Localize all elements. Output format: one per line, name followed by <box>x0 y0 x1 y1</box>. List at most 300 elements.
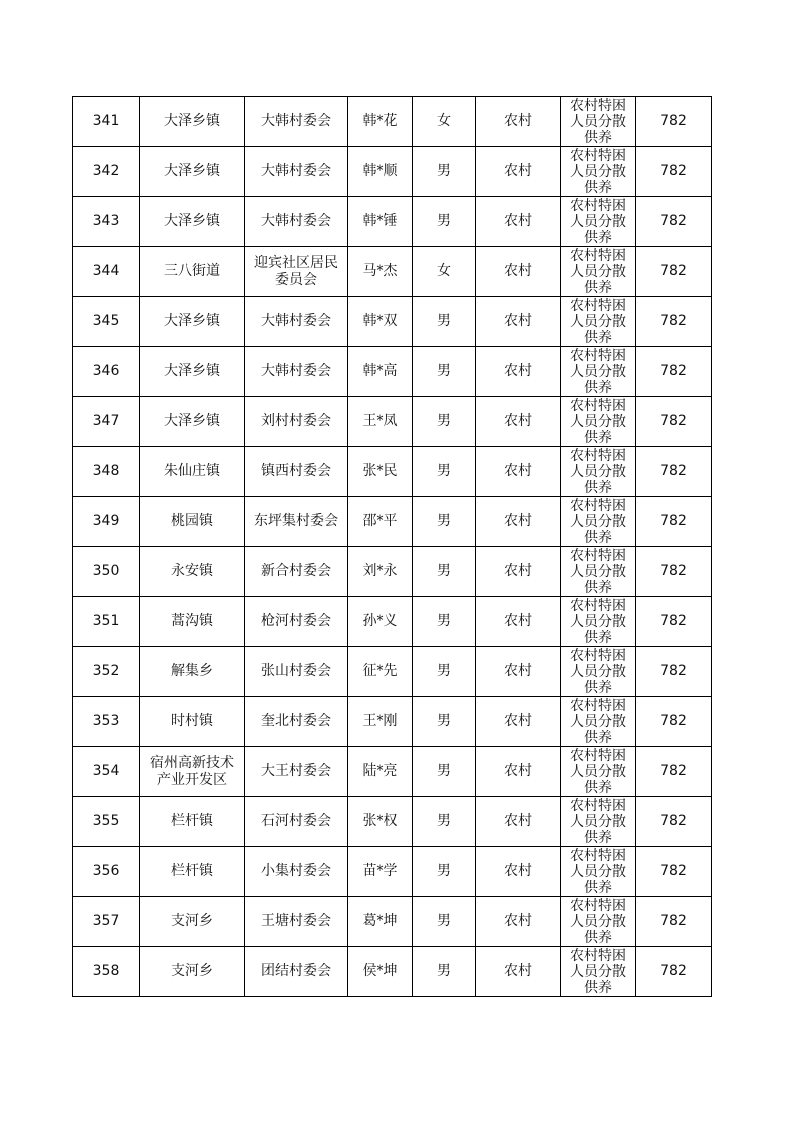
gender-cell-text: 男 <box>437 913 451 929</box>
serial-number-cell-text: 344 <box>92 263 120 279</box>
amount-cell <box>636 297 712 347</box>
person-name-cell <box>348 397 413 447</box>
serial-number-cell <box>73 197 140 247</box>
person-name-cell <box>348 197 413 247</box>
amount-cell-text: 782 <box>660 663 687 679</box>
amount-cell-text: 782 <box>660 513 687 529</box>
relief-category-cell <box>561 197 636 247</box>
area-type-cell <box>476 397 561 447</box>
relief-category-cell <box>561 847 636 897</box>
relief-category-cell <box>561 747 636 797</box>
serial-number-cell-text: 352 <box>92 663 120 679</box>
serial-number-cell-text: 349 <box>92 513 120 529</box>
relief-category-cell-text: 农村特困人员分散供养 <box>570 948 626 996</box>
person-name-cell <box>348 597 413 647</box>
category-clip <box>561 497 635 546</box>
town-cell <box>140 97 245 147</box>
gender-cell <box>413 197 476 247</box>
serial-number-cell-text: 348 <box>92 463 120 479</box>
village-committee-cell <box>245 647 348 697</box>
relief-category-cell-text: 农村特困人员分散供养 <box>570 648 626 696</box>
gender-cell <box>413 247 476 297</box>
town-cell-text: 大泽乡镇 <box>164 213 220 229</box>
town-cell-text: 大泽乡镇 <box>164 363 220 379</box>
person-name-cell-text: 苗*学 <box>362 863 398 879</box>
village-committee-cell-text: 大韩村委会 <box>261 113 331 129</box>
amount-cell-text: 782 <box>660 913 687 929</box>
gender-cell <box>413 497 476 547</box>
area-type-cell-text: 农村 <box>504 863 532 879</box>
relief-category-cell <box>561 297 636 347</box>
amount-cell-text: 782 <box>660 413 687 429</box>
area-type-cell <box>476 247 561 297</box>
gender-cell <box>413 397 476 447</box>
serial-number-cell-text: 341 <box>92 113 120 129</box>
person-name-cell-text: 张*权 <box>362 813 398 829</box>
relief-category-cell <box>561 347 636 397</box>
relief-category-cell <box>561 247 636 297</box>
category-clip <box>561 297 635 346</box>
town-cell <box>140 597 245 647</box>
amount-cell-text: 782 <box>660 713 687 729</box>
village-committee-cell-text: 张山村委会 <box>261 663 331 679</box>
relief-category-cell-text: 农村特困人员分散供养 <box>570 798 626 846</box>
serial-number-cell-text: 346 <box>92 363 120 379</box>
person-name-cell-text: 韩*顺 <box>362 163 398 179</box>
area-type-cell-text: 农村 <box>504 613 532 629</box>
town-cell <box>140 947 245 997</box>
category-clip <box>561 197 635 246</box>
table-row <box>73 247 712 297</box>
amount-cell <box>636 597 712 647</box>
gender-cell-text: 男 <box>437 413 451 429</box>
gender-cell-text: 男 <box>437 963 451 979</box>
town-cell <box>140 347 245 397</box>
table-body <box>73 97 712 997</box>
amount-cell-text: 782 <box>660 213 687 229</box>
table-row <box>73 97 712 147</box>
category-clip <box>561 347 635 396</box>
area-type-cell <box>476 497 561 547</box>
town-cell-text: 大泽乡镇 <box>164 163 220 179</box>
serial-number-cell <box>73 497 140 547</box>
gender-cell <box>413 547 476 597</box>
town-cell <box>140 497 245 547</box>
gender-cell <box>413 797 476 847</box>
village-committee-cell <box>245 797 348 847</box>
serial-number-cell-text: 347 <box>92 413 120 429</box>
area-type-cell-text: 农村 <box>504 713 532 729</box>
relief-category-cell-text: 农村特困人员分散供养 <box>570 598 626 646</box>
amount-cell <box>636 97 712 147</box>
person-name-cell-text: 葛*坤 <box>362 913 398 929</box>
relief-category-cell-text: 农村特困人员分散供养 <box>570 198 626 246</box>
gender-cell <box>413 297 476 347</box>
gender-cell <box>413 897 476 947</box>
amount-cell <box>636 797 712 847</box>
village-committee-cell <box>245 847 348 897</box>
amount-cell <box>636 347 712 397</box>
town-cell-text: 栏杆镇 <box>171 863 213 879</box>
area-type-cell <box>476 447 561 497</box>
category-clip <box>561 897 635 946</box>
person-name-cell-text: 征*先 <box>362 663 398 679</box>
amount-cell-text: 782 <box>660 463 687 479</box>
area-type-cell <box>476 747 561 797</box>
amount-cell-text: 782 <box>660 563 687 579</box>
relief-category-cell <box>561 547 636 597</box>
person-name-cell <box>348 147 413 197</box>
village-committee-cell <box>245 297 348 347</box>
town-cell-text: 三八街道 <box>164 263 220 279</box>
table-row <box>73 797 712 847</box>
person-name-cell-text: 刘*永 <box>362 563 398 579</box>
person-name-cell <box>348 797 413 847</box>
gender-cell-text: 男 <box>437 463 451 479</box>
table-row <box>73 447 712 497</box>
person-name-cell-text: 陆*亮 <box>362 763 398 779</box>
serial-number-cell <box>73 547 140 597</box>
area-type-cell <box>476 897 561 947</box>
village-committee-cell-text: 石河村委会 <box>261 813 331 829</box>
town-cell <box>140 647 245 697</box>
serial-number-cell <box>73 447 140 497</box>
amount-cell <box>636 197 712 247</box>
area-type-cell <box>476 197 561 247</box>
serial-number-cell-text: 356 <box>92 863 120 879</box>
area-type-cell <box>476 647 561 697</box>
table-row <box>73 697 712 747</box>
relief-category-cell-text: 农村特困人员分散供养 <box>570 248 626 296</box>
relief-category-cell <box>561 697 636 747</box>
town-cell <box>140 847 245 897</box>
gender-cell-text: 男 <box>437 863 451 879</box>
person-name-cell-text: 王*凤 <box>362 413 398 429</box>
serial-number-cell <box>73 597 140 647</box>
area-type-cell-text: 农村 <box>504 213 532 229</box>
serial-number-cell-text: 353 <box>92 713 120 729</box>
relief-category-cell-text: 农村特困人员分散供养 <box>570 298 626 346</box>
gender-cell-text: 男 <box>437 313 451 329</box>
person-name-cell <box>348 97 413 147</box>
person-name-cell <box>348 497 413 547</box>
town-cell <box>140 797 245 847</box>
relief-category-cell-text: 农村特困人员分散供养 <box>570 898 626 946</box>
village-committee-cell-text: 新合村委会 <box>261 563 331 579</box>
table-row <box>73 397 712 447</box>
serial-number-cell <box>73 247 140 297</box>
category-clip <box>561 97 635 146</box>
amount-cell-text: 782 <box>660 113 687 129</box>
amount-cell-text: 782 <box>660 813 687 829</box>
serial-number-cell <box>73 97 140 147</box>
town-cell-text: 大泽乡镇 <box>164 313 220 329</box>
area-type-cell <box>476 597 561 647</box>
person-name-cell <box>348 547 413 597</box>
category-clip <box>561 547 635 596</box>
town-cell <box>140 397 245 447</box>
town-cell <box>140 747 245 797</box>
serial-number-cell-text: 354 <box>92 763 120 779</box>
relief-category-cell <box>561 647 636 697</box>
town-cell <box>140 297 245 347</box>
amount-cell <box>636 947 712 997</box>
serial-number-cell <box>73 847 140 897</box>
category-clip <box>561 447 635 496</box>
gender-cell <box>413 347 476 397</box>
serial-number-cell <box>73 647 140 697</box>
serial-number-cell <box>73 697 140 747</box>
amount-cell <box>636 697 712 747</box>
area-type-cell-text: 农村 <box>504 463 532 479</box>
town-cell <box>140 247 245 297</box>
amount-cell-text: 782 <box>660 963 687 979</box>
area-type-cell <box>476 697 561 747</box>
village-committee-cell <box>245 197 348 247</box>
serial-number-cell-text: 350 <box>92 563 120 579</box>
table-row <box>73 347 712 397</box>
town-cell <box>140 547 245 597</box>
table-row <box>73 747 712 797</box>
amount-cell-text: 782 <box>660 763 687 779</box>
serial-number-cell-text: 342 <box>92 163 120 179</box>
serial-number-cell-text: 355 <box>92 813 120 829</box>
amount-cell <box>636 147 712 197</box>
village-committee-cell-text: 大王村委会 <box>261 763 331 779</box>
serial-number-cell <box>73 347 140 397</box>
serial-number-cell <box>73 947 140 997</box>
village-committee-cell <box>245 497 348 547</box>
table-row <box>73 647 712 697</box>
gender-cell-text: 男 <box>437 713 451 729</box>
gender-cell-text: 男 <box>437 813 451 829</box>
person-name-cell <box>348 697 413 747</box>
person-name-cell-text: 张*民 <box>362 463 398 479</box>
table-row <box>73 147 712 197</box>
town-cell-text: 解集乡 <box>171 663 213 679</box>
amount-cell <box>636 447 712 497</box>
area-type-cell-text: 农村 <box>504 563 532 579</box>
gender-cell <box>413 647 476 697</box>
relief-category-cell-text: 农村特困人员分散供养 <box>570 448 626 496</box>
person-name-cell <box>348 447 413 497</box>
town-cell-text: 永安镇 <box>171 563 213 579</box>
area-type-cell <box>476 147 561 197</box>
relief-category-cell <box>561 897 636 947</box>
relief-category-cell-text: 农村特困人员分散供养 <box>570 498 626 546</box>
amount-cell <box>636 847 712 897</box>
amount-cell <box>636 547 712 597</box>
amount-cell <box>636 647 712 697</box>
amount-cell-text: 782 <box>660 613 687 629</box>
gender-cell-text: 男 <box>437 213 451 229</box>
category-clip <box>561 597 635 646</box>
area-type-cell-text: 农村 <box>504 913 532 929</box>
town-cell-text: 支河乡 <box>171 913 213 929</box>
table-row <box>73 497 712 547</box>
area-type-cell-text: 农村 <box>504 413 532 429</box>
village-committee-cell-text: 团结村委会 <box>261 963 331 979</box>
village-committee-cell-text: 大韩村委会 <box>261 163 331 179</box>
serial-number-cell <box>73 297 140 347</box>
person-name-cell-text: 王*刚 <box>362 713 398 729</box>
relief-category-cell <box>561 497 636 547</box>
relief-category-cell-text: 农村特困人员分散供养 <box>570 148 626 196</box>
person-name-cell <box>348 847 413 897</box>
relief-category-cell <box>561 97 636 147</box>
table-row <box>73 847 712 897</box>
category-clip <box>561 697 635 746</box>
gender-cell <box>413 97 476 147</box>
gender-cell <box>413 747 476 797</box>
table-row <box>73 197 712 247</box>
town-cell <box>140 897 245 947</box>
village-committee-cell-text: 大韩村委会 <box>261 313 331 329</box>
village-committee-cell <box>245 747 348 797</box>
village-committee-cell-text: 大韩村委会 <box>261 363 331 379</box>
person-name-cell-text: 邵*平 <box>362 513 398 529</box>
relief-category-cell-text: 农村特困人员分散供养 <box>570 548 626 596</box>
village-committee-cell <box>245 147 348 197</box>
gender-cell-text: 男 <box>437 663 451 679</box>
relief-category-cell <box>561 797 636 847</box>
village-committee-cell <box>245 247 348 297</box>
gender-cell-text: 男 <box>437 163 451 179</box>
amount-cell-text: 782 <box>660 363 687 379</box>
area-type-cell-text: 农村 <box>504 763 532 779</box>
village-committee-cell-text: 东坪集村委会 <box>254 513 338 529</box>
village-committee-cell-text: 大韩村委会 <box>261 213 331 229</box>
town-cell <box>140 447 245 497</box>
town-cell-text: 大泽乡镇 <box>164 113 220 129</box>
area-type-cell <box>476 847 561 897</box>
village-committee-cell <box>245 397 348 447</box>
village-committee-cell <box>245 597 348 647</box>
relief-category-cell-text: 农村特困人员分散供养 <box>570 98 626 146</box>
village-committee-cell <box>245 947 348 997</box>
gender-cell-text: 男 <box>437 613 451 629</box>
town-cell-text: 朱仙庄镇 <box>164 463 220 479</box>
amount-cell-text: 782 <box>660 313 687 329</box>
person-name-cell-text: 韩*高 <box>362 363 398 379</box>
town-cell <box>140 697 245 747</box>
relief-category-cell-text: 农村特困人员分散供养 <box>570 848 626 896</box>
person-name-cell-text: 侯*坤 <box>362 963 398 979</box>
area-type-cell <box>476 297 561 347</box>
town-cell <box>140 197 245 247</box>
area-type-cell <box>476 97 561 147</box>
relief-category-cell <box>561 947 636 997</box>
town-cell-text: 宿州高新技术产业开发区 <box>150 754 234 788</box>
gender-cell <box>413 147 476 197</box>
person-name-cell-text: 韩*花 <box>362 113 398 129</box>
area-type-cell-text: 农村 <box>504 963 532 979</box>
gender-cell <box>413 847 476 897</box>
area-type-cell-text: 农村 <box>504 263 532 279</box>
village-committee-cell <box>245 697 348 747</box>
person-name-cell-text: 孙*义 <box>362 613 398 629</box>
area-type-cell-text: 农村 <box>504 663 532 679</box>
amount-cell <box>636 897 712 947</box>
area-type-cell <box>476 547 561 597</box>
relief-roster-table <box>72 96 712 997</box>
person-name-cell <box>348 247 413 297</box>
amount-cell-text: 782 <box>660 163 687 179</box>
area-type-cell <box>476 347 561 397</box>
serial-number-cell <box>73 797 140 847</box>
person-name-cell-text: 韩*锤 <box>362 213 398 229</box>
serial-number-cell-text: 357 <box>92 913 120 929</box>
amount-cell <box>636 397 712 447</box>
village-committee-cell <box>245 97 348 147</box>
relief-category-cell <box>561 397 636 447</box>
area-type-cell <box>476 947 561 997</box>
person-name-cell <box>348 947 413 997</box>
town-cell-text: 时村镇 <box>171 713 213 729</box>
gender-cell <box>413 447 476 497</box>
relief-category-cell-text: 农村特困人员分散供养 <box>570 398 626 446</box>
table-row <box>73 547 712 597</box>
category-clip <box>561 247 635 296</box>
table-row <box>73 297 712 347</box>
table-row <box>73 897 712 947</box>
area-type-cell-text: 农村 <box>504 313 532 329</box>
village-committee-cell <box>245 347 348 397</box>
relief-category-cell-text: 农村特困人员分散供养 <box>570 698 626 746</box>
gender-cell-text: 女 <box>437 113 451 129</box>
serial-number-cell-text: 351 <box>92 613 120 629</box>
village-committee-cell-text: 小集村委会 <box>261 863 331 879</box>
person-name-cell-text: 马*杰 <box>362 263 398 279</box>
relief-category-cell <box>561 147 636 197</box>
serial-number-cell <box>73 147 140 197</box>
person-name-cell <box>348 897 413 947</box>
village-committee-cell <box>245 447 348 497</box>
town-cell-text: 栏杆镇 <box>171 813 213 829</box>
person-name-cell-text: 韩*双 <box>362 313 398 329</box>
relief-category-cell-text: 农村特困人员分散供养 <box>570 748 626 796</box>
village-committee-cell-text: 刘村村委会 <box>261 413 331 429</box>
table-row <box>73 947 712 997</box>
serial-number-cell <box>73 747 140 797</box>
village-committee-cell-text: 镇西村委会 <box>261 463 331 479</box>
category-clip <box>561 847 635 896</box>
area-type-cell <box>476 797 561 847</box>
gender-cell <box>413 597 476 647</box>
serial-number-cell <box>73 397 140 447</box>
village-committee-cell-text: 枪河村委会 <box>261 613 331 629</box>
village-committee-cell <box>245 897 348 947</box>
area-type-cell-text: 农村 <box>504 513 532 529</box>
amount-cell-text: 782 <box>660 263 687 279</box>
category-clip <box>561 747 635 796</box>
table-row <box>73 597 712 647</box>
person-name-cell <box>348 647 413 697</box>
category-clip <box>561 397 635 446</box>
area-type-cell-text: 农村 <box>504 113 532 129</box>
village-committee-cell-text: 迎宾社区居民委员会 <box>254 254 338 288</box>
area-type-cell-text: 农村 <box>504 363 532 379</box>
category-clip <box>561 647 635 696</box>
area-type-cell-text: 农村 <box>504 163 532 179</box>
category-clip <box>561 947 635 996</box>
serial-number-cell <box>73 897 140 947</box>
gender-cell-text: 男 <box>437 563 451 579</box>
serial-number-cell-text: 358 <box>92 963 120 979</box>
town-cell <box>140 147 245 197</box>
person-name-cell <box>348 747 413 797</box>
gender-cell-text: 男 <box>437 513 451 529</box>
